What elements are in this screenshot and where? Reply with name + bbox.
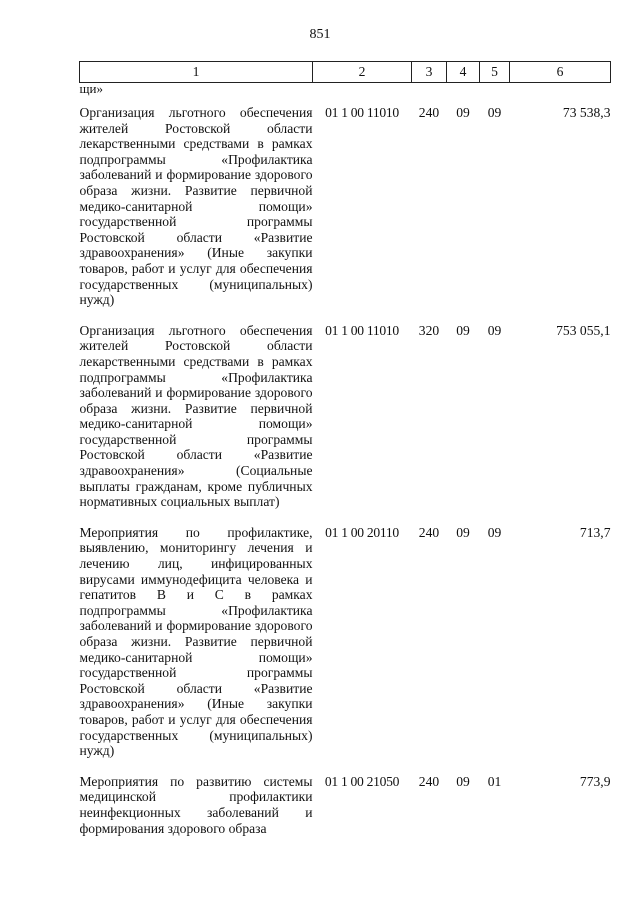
row-name: Мероприятия по развитию системы медицинской профилактики неинфекционных заболеваний и формирования здорового образа	[79, 773, 313, 836]
row-amount: 73 538,3	[562, 105, 611, 120]
table-row	[80, 97, 611, 308]
row-target-code: 01 1 00 11010	[325, 322, 399, 338]
row-subsection: 09	[487, 524, 502, 540]
row-amount: 713,7	[579, 524, 611, 540]
row-subsection: 09	[487, 322, 502, 338]
row-name: Мероприятия по профилактике, выявлению, мониторингу лечения и лечению лиц, инфицированных вирусами иммунодефицита человека и гепатитов B и C в рамках подпрограммы «Профилактика заболеваний и формирование здорового образа жизни. Развитие первичной медико-санитарной помощи» государственной программы Ростовской области «Развитие здравоохранения» (Иные закупки товаров, работ и услуг для обеспечения государственных (муниципальных) нужд)	[79, 524, 313, 759]
continuation-row	[80, 83, 611, 98]
row-name: Организация льготного обеспечения жителей Ростовской области лекарственными средствами в рамках подпрограммы «Профилактика заболеваний и формирование здорового образа жизни. Развитие первичной медико-санитарной помощи» государственной программы Ростовской области «Развитие здравоохранения» (Иные закупки товаров, работ и услуг для обеспечения государственных (муниципальных) нужд)	[79, 105, 313, 308]
table-row	[80, 510, 611, 759]
row-section: 09	[456, 105, 470, 120]
continuation-text: щи»	[79, 81, 103, 96]
row-expense-type: 240	[418, 524, 440, 540]
row-name: Организация льготного обеспечения жителей Ростовской области лекарственными средствами в рамках подпрограммы «Профилактика заболеваний и формирование здорового образа жизни. Развитие первичной медико-санитарной помощи» государственной программы Ростовской области «Развитие здравоохранения» (Социальные выплаты гражданам, кроме публичных нормативных социальных выплат)	[79, 322, 313, 510]
row-target-code: 01 1 00 21050	[324, 773, 400, 789]
row-section: 09	[456, 524, 470, 540]
header-row	[80, 62, 611, 83]
header-col-5: 5	[480, 62, 510, 83]
budget-table	[79, 61, 611, 836]
header-col-4: 4	[447, 62, 480, 83]
table-row	[80, 308, 611, 510]
row-amount: 753 055,1	[556, 322, 611, 338]
row-subsection: 01	[487, 773, 502, 789]
row-section: 09	[456, 773, 470, 789]
row-expense-type: 320	[418, 322, 440, 338]
row-target-code: 01 1 00 20110	[325, 524, 399, 540]
page-number: 851	[309, 27, 331, 42]
header-col-1: 1	[80, 62, 313, 83]
row-subsection: 09	[487, 105, 502, 120]
row-expense-type: 240	[418, 773, 440, 789]
header-col-3: 3	[412, 62, 447, 83]
row-target-code: 01 1 00 11010	[325, 105, 399, 120]
table-row	[80, 759, 611, 836]
header-col-2: 2	[313, 62, 412, 83]
row-amount: 773,9	[579, 773, 611, 789]
header-col-6: 6	[510, 62, 611, 83]
row-section: 09	[456, 322, 470, 338]
row-expense-type: 240	[418, 105, 440, 120]
